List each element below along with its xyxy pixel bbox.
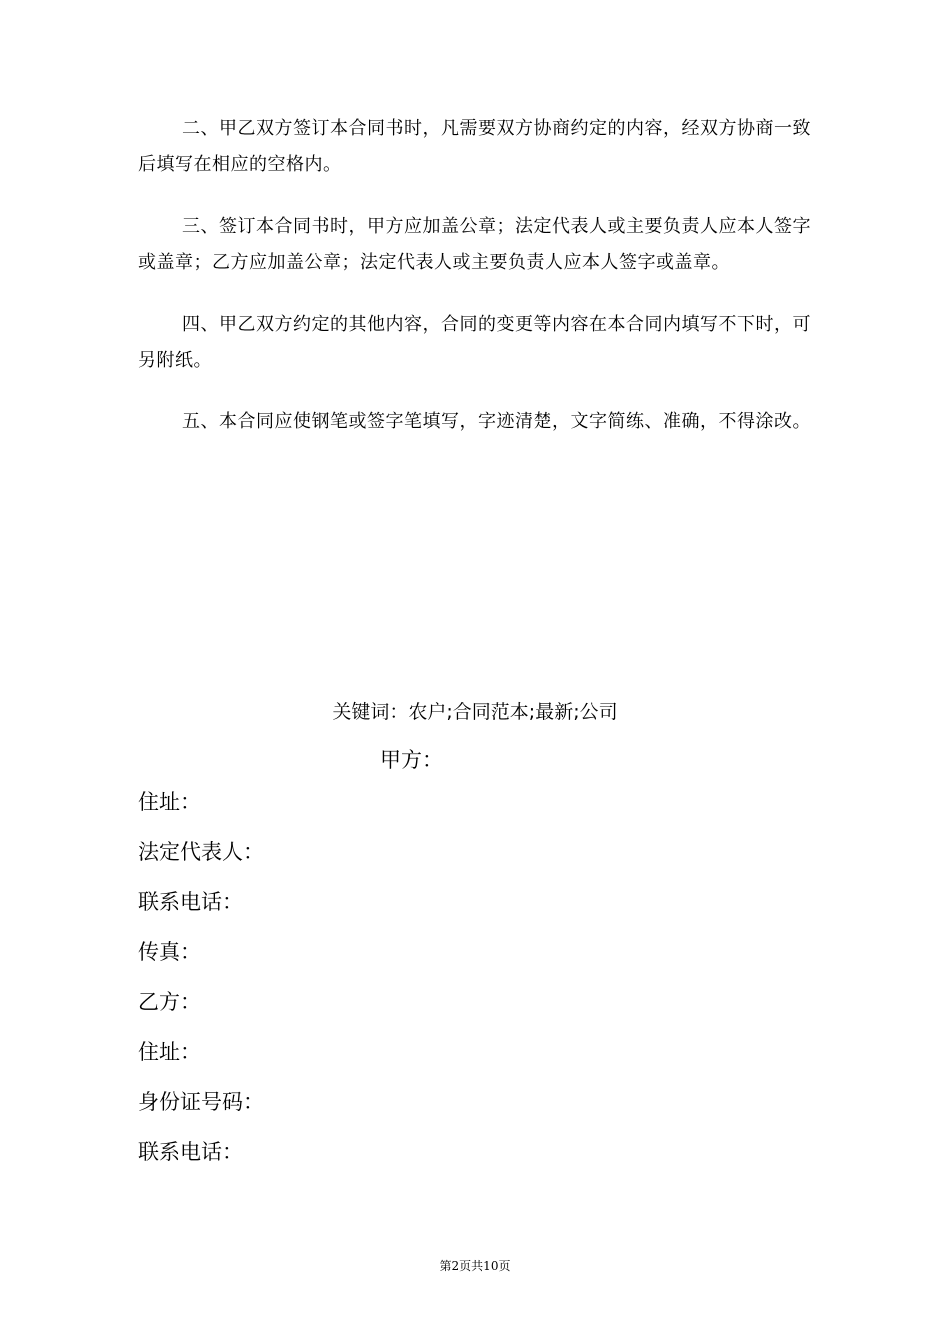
clause-2: 二、甲乙双方签订本合同书时，凡需要双方协商约定的内容，经双方协商一致后填写在相应的空格内。: [138, 118, 811, 175]
party-a-phone-label: 联系电话：: [138, 890, 243, 914]
clause-5: 五、本合同应使钢笔或签字笔填写，字迹清楚，文字简练、准确，不得涂改。: [182, 411, 811, 432]
party-a-fax-label: 传真：: [138, 940, 201, 964]
party-a-label: 甲方：: [380, 748, 443, 772]
clause-4: 四、甲乙双方约定的其他内容，合同的变更等内容在本合同内填写不下时，可另附纸。: [138, 314, 811, 371]
page-footer: 第2页共10页: [439, 1259, 511, 1273]
party-b-id-number-label: 身份证号码：: [138, 1090, 264, 1114]
party-b-label: 乙方：: [138, 990, 201, 1014]
party-a-legal-rep-label: 法定代表人：: [138, 840, 264, 864]
party-a-address-label: 住址：: [138, 790, 201, 814]
clause-3: 三、签订本合同书时，甲方应加盖公章；法定代表人或主要负责人应本人签字或盖章；乙方应加盖公章；法定代表人或主要负责人应本人签字或盖章。: [138, 216, 811, 273]
keywords-line: 关键词：农户;合同范本;最新;公司: [332, 701, 618, 723]
party-b-phone-label: 联系电话：: [138, 1140, 243, 1164]
party-b-address-label: 住址：: [138, 1040, 201, 1064]
